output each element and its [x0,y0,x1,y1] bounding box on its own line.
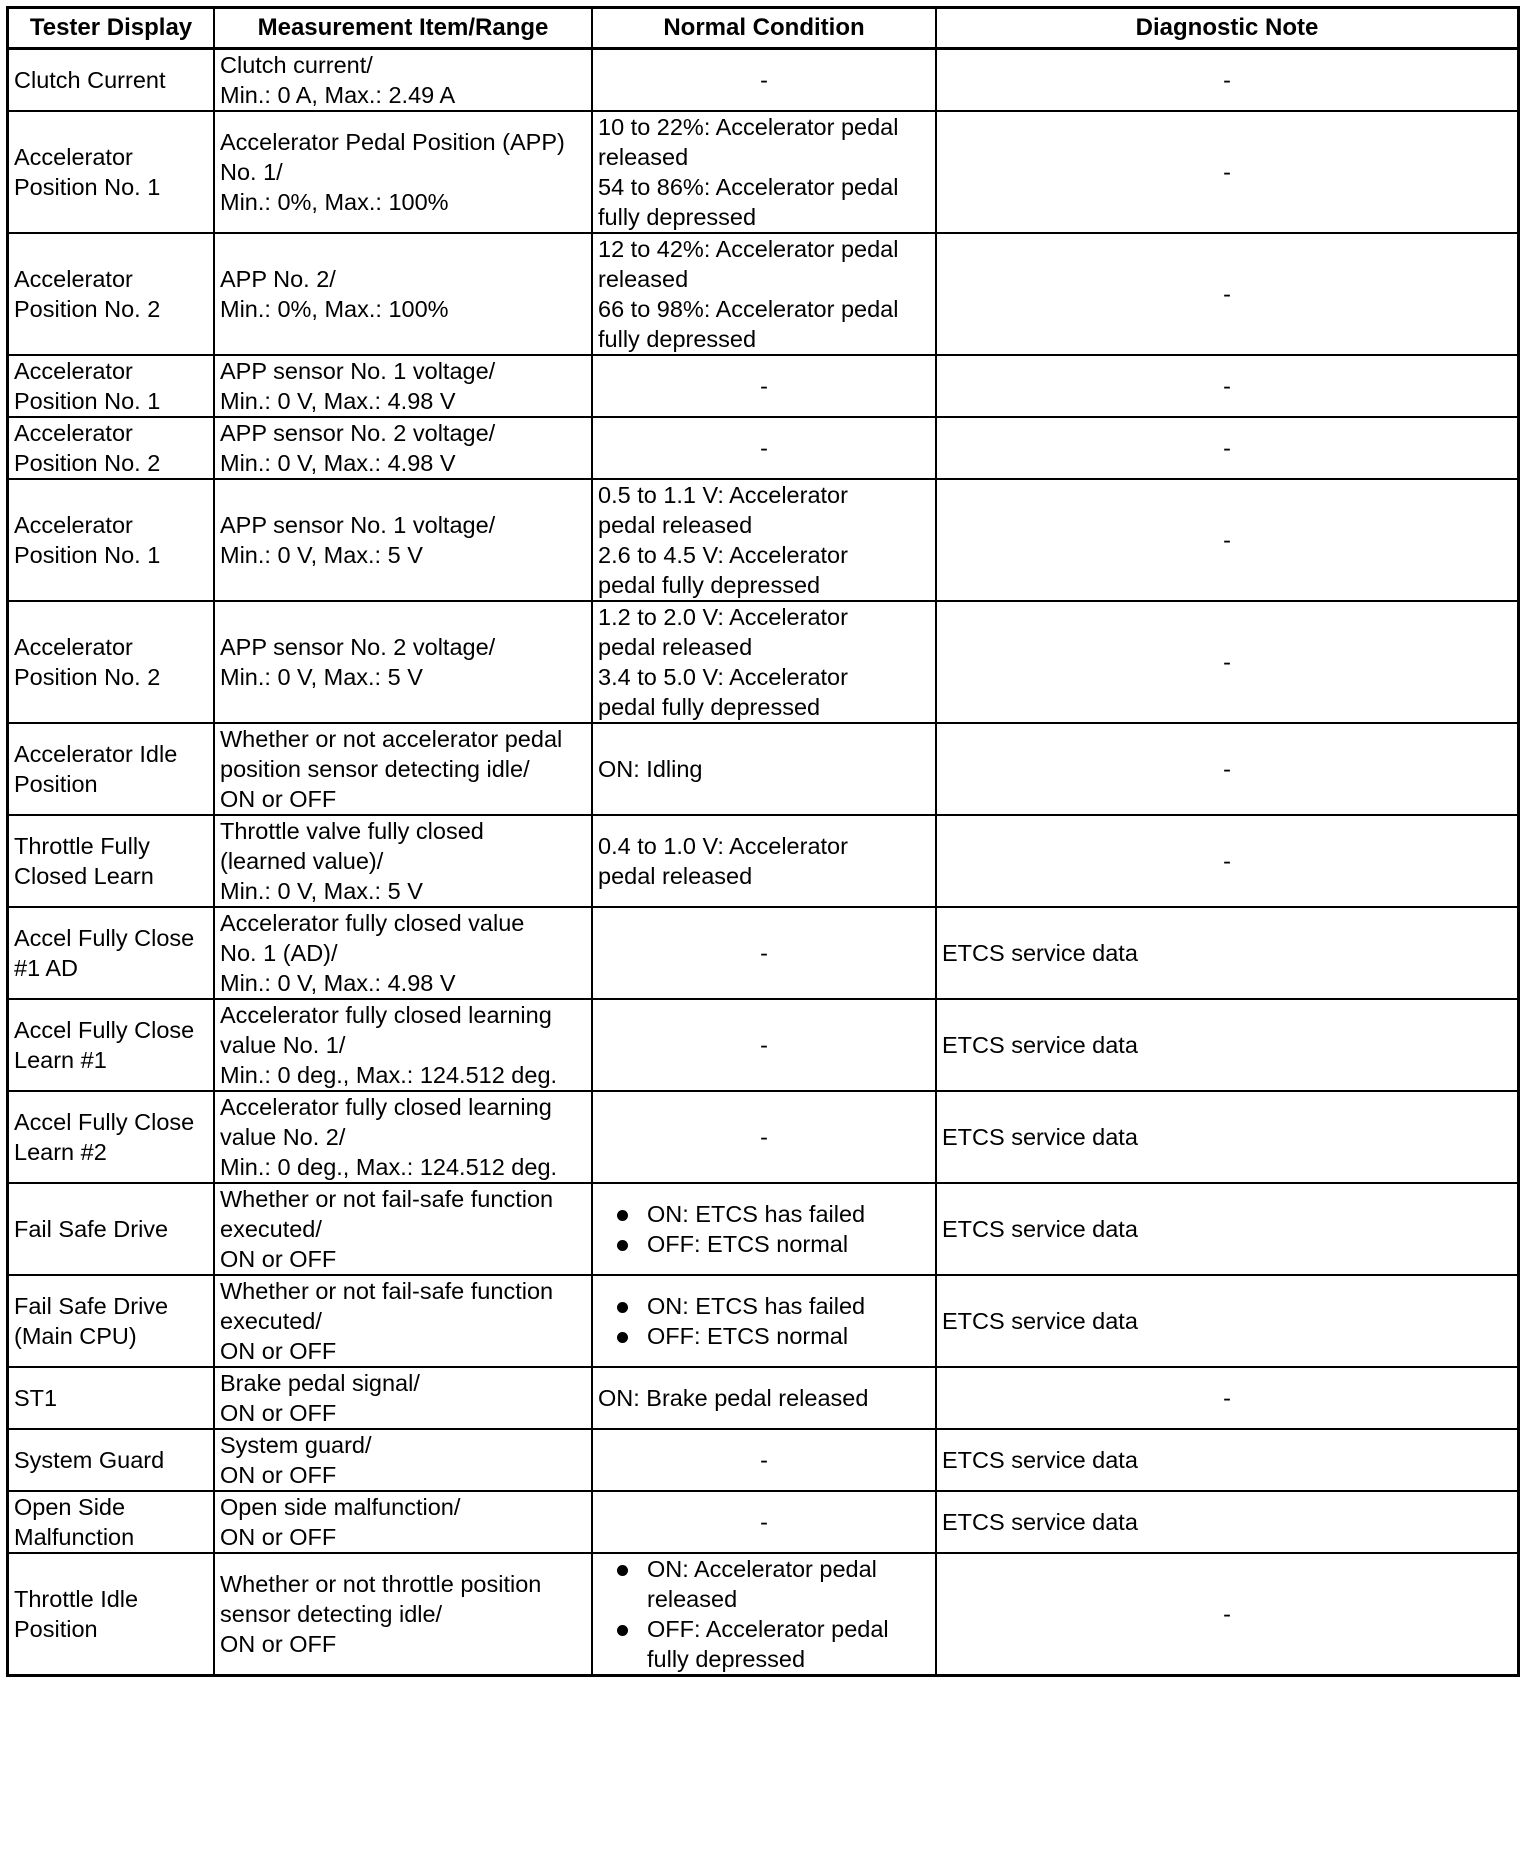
normal-condition-cell: 10 to 22%: Accelerator pedal released 54 to 86%: Accelerator pedal fully depressed [592,111,936,233]
measurement-item-cell: APP sensor No. 2 voltage/ Min.: 0 V, Max.: 4.98 V [214,417,592,479]
measurement-item-cell: Whether or not fail-safe function executed/ ON or OFF [214,1183,592,1275]
diagnostic-note-cell: - [936,355,1517,417]
table-row [9,999,1517,1091]
tester-display-cell: Accelerator Position No. 2 [9,417,214,479]
measurement-item-cell: Open side malfunction/ ON or OFF [214,1491,592,1553]
normal-condition-bullet-item: ON: Accelerator pedal released [613,1554,930,1614]
tester-display-cell: Open Side Malfunction [9,1491,214,1553]
table-row [9,1429,1517,1491]
normal-condition-cell: 1.2 to 2.0 V: Accelerator pedal released 3.4 to 5.0 V: Accelerator pedal fully depressed [592,601,936,723]
tester-display-cell: Throttle Fully Closed Learn [9,815,214,907]
table-row [9,49,1517,112]
diagnostic-note-cell: - [936,1553,1517,1674]
table-row [9,723,1517,815]
tester-display-cell: Accelerator Idle Position [9,723,214,815]
diagnostic-note-cell: - [936,111,1517,233]
header-diagnostic-note: Diagnostic Note [936,9,1517,49]
header-normal-condition: Normal Condition [592,9,936,49]
table-header-row [9,9,1517,49]
normal-condition-bullet-list [613,1291,930,1351]
measurement-item-cell: Throttle valve fully closed (learned value)/ Min.: 0 V, Max.: 5 V [214,815,592,907]
table-row [9,601,1517,723]
normal-condition-cell: ON: Brake pedal released [592,1367,936,1429]
measurement-item-cell: Whether or not throttle position sensor detecting idle/ ON or OFF [214,1553,592,1674]
normal-condition-cell: - [592,417,936,479]
measurement-item-cell: Accelerator fully closed value No. 1 (AD)/ Min.: 0 V, Max.: 4.98 V [214,907,592,999]
measurement-item-cell: Clutch current/ Min.: 0 A, Max.: 2.49 A [214,49,592,112]
tester-display-cell: Accelerator Position No. 1 [9,355,214,417]
data-list-table [9,9,1517,1674]
table-row [9,1491,1517,1553]
diagnostic-note-cell: ETCS service data [936,1275,1517,1367]
normal-condition-bullet-list [613,1554,930,1674]
table-row [9,1091,1517,1183]
tester-display-cell: Accel Fully Close Learn #1 [9,999,214,1091]
normal-condition-cell: 0.5 to 1.1 V: Accelerator pedal released 2.6 to 4.5 V: Accelerator pedal fully depressed [592,479,936,601]
normal-condition-bullet-item: ON: ETCS has failed [613,1291,930,1321]
tester-display-cell: ST1 [9,1367,214,1429]
normal-condition-cell: - [592,907,936,999]
measurement-item-cell: Whether or not fail-safe function executed/ ON or OFF [214,1275,592,1367]
table-row [9,479,1517,601]
diagnostic-note-cell: - [936,601,1517,723]
diagnostic-note-cell: ETCS service data [936,1491,1517,1553]
diagnostic-note-cell: - [936,815,1517,907]
tester-display-cell: System Guard [9,1429,214,1491]
normal-condition-cell [592,1553,936,1674]
header-tester-display: Tester Display [9,9,214,49]
diagnostic-note-cell: ETCS service data [936,1091,1517,1183]
normal-condition-cell [592,1183,936,1275]
measurement-item-cell: Accelerator fully closed learning value No. 2/ Min.: 0 deg., Max.: 124.512 deg. [214,1091,592,1183]
diagnostic-note-cell: ETCS service data [936,1183,1517,1275]
measurement-item-cell: APP No. 2/ Min.: 0%, Max.: 100% [214,233,592,355]
table-row [9,233,1517,355]
diagnostic-note-cell: ETCS service data [936,999,1517,1091]
measurement-item-cell: Accelerator Pedal Position (APP) No. 1/ Min.: 0%, Max.: 100% [214,111,592,233]
tester-display-cell: Accel Fully Close #1 AD [9,907,214,999]
measurement-item-cell: APP sensor No. 1 voltage/ Min.: 0 V, Max.: 4.98 V [214,355,592,417]
tester-display-cell: Clutch Current [9,49,214,112]
table-row [9,815,1517,907]
diagnostic-note-cell: - [936,49,1517,112]
diagnostic-note-cell: ETCS service data [936,907,1517,999]
diagnostic-note-cell: - [936,233,1517,355]
measurement-item-cell: Accelerator fully closed learning value No. 1/ Min.: 0 deg., Max.: 124.512 deg. [214,999,592,1091]
normal-condition-cell: - [592,1491,936,1553]
normal-condition-cell: 12 to 42%: Accelerator pedal released 66 to 98%: Accelerator pedal fully depressed [592,233,936,355]
tester-display-cell: Accelerator Position No. 1 [9,111,214,233]
table-row [9,111,1517,233]
data-list-table-frame [6,6,1520,1677]
table-row [9,417,1517,479]
normal-condition-bullet-list [613,1199,930,1259]
measurement-item-cell: Whether or not accelerator pedal position sensor detecting idle/ ON or OFF [214,723,592,815]
normal-condition-cell: - [592,1429,936,1491]
normal-condition-cell: - [592,1091,936,1183]
tester-display-cell: Throttle Idle Position [9,1553,214,1674]
tester-display-cell: Fail Safe Drive (Main CPU) [9,1275,214,1367]
normal-condition-cell: - [592,999,936,1091]
diagnostic-note-cell: - [936,723,1517,815]
normal-condition-bullet-item: OFF: ETCS normal [613,1321,930,1351]
normal-condition-cell: - [592,355,936,417]
measurement-item-cell: APP sensor No. 2 voltage/ Min.: 0 V, Max.: 5 V [214,601,592,723]
tester-display-cell: Fail Safe Drive [9,1183,214,1275]
tester-display-cell: Accel Fully Close Learn #2 [9,1091,214,1183]
header-measurement-item: Measurement Item/Range [214,9,592,49]
table-row [9,1183,1517,1275]
normal-condition-bullet-item: ON: ETCS has failed [613,1199,930,1229]
diagnostic-note-cell: - [936,479,1517,601]
normal-condition-bullet-item: OFF: ETCS normal [613,1229,930,1259]
table-row [9,1367,1517,1429]
diagnostic-note-cell: - [936,1367,1517,1429]
measurement-item-cell: APP sensor No. 1 voltage/ Min.: 0 V, Max.: 5 V [214,479,592,601]
table-body [9,49,1517,1675]
measurement-item-cell: System guard/ ON or OFF [214,1429,592,1491]
table-row [9,1553,1517,1674]
tester-display-cell: Accelerator Position No. 2 [9,233,214,355]
tester-display-cell: Accelerator Position No. 1 [9,479,214,601]
diagnostic-note-cell: - [936,417,1517,479]
table-row [9,1275,1517,1367]
normal-condition-cell: ON: Idling [592,723,936,815]
diagnostic-note-cell: ETCS service data [936,1429,1517,1491]
measurement-item-cell: Brake pedal signal/ ON or OFF [214,1367,592,1429]
tester-display-cell: Accelerator Position No. 2 [9,601,214,723]
normal-condition-bullet-item: OFF: Accelerator pedal fully depressed [613,1614,930,1674]
normal-condition-cell [592,1275,936,1367]
table-row [9,355,1517,417]
normal-condition-cell: 0.4 to 1.0 V: Accelerator pedal released [592,815,936,907]
table-row [9,907,1517,999]
normal-condition-cell: - [592,49,936,112]
